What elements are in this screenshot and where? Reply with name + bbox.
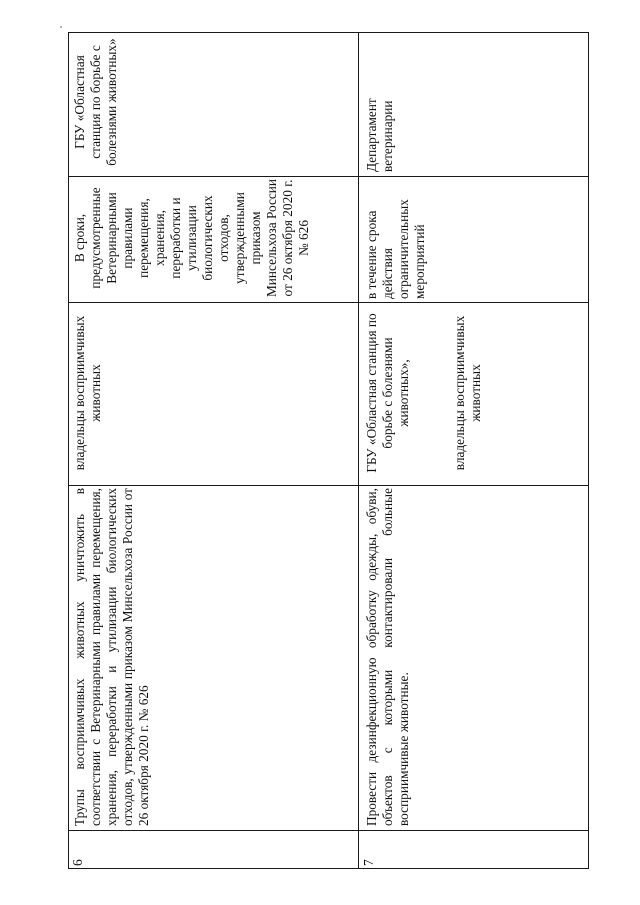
executors-cell (72, 304, 104, 482)
executors-text: владельцы восприимчивых животных (72, 315, 103, 471)
responsible-cell (72, 32, 120, 172)
table-divider-2 (68, 302, 588, 303)
responsible-text: ГБУ «Областная станция по борьбе с болезнями животных» (72, 38, 119, 166)
scan-speck (60, 26, 62, 28)
deadline-cell (364, 177, 428, 299)
row-number-text: 6 (70, 859, 85, 866)
table-border-left (68, 32, 69, 869)
executors-cell (364, 304, 484, 482)
measure-cell (72, 488, 152, 826)
executors-text-1: ГБУ «Областная станция по борьбе с болезнями животных», (364, 313, 411, 473)
responsible-cell (364, 32, 396, 172)
deadline-text: в течение срока действия ограничительных мероприятий (364, 199, 427, 299)
deadline-cell (72, 177, 312, 299)
table-divider-3 (68, 485, 588, 486)
table-border-right (588, 32, 589, 869)
executors-text-2: владельцы восприимчивых животных (452, 315, 483, 471)
measure-text: Трупы восприимчивых животных уничтожить в соответствии с Ветеринарными правилами перемещения, хранения, переработки и утилизации биологических отходов, утвержденными приказом Минсельхоза России от 26 октября 2020 г. № 626 (72, 488, 151, 826)
executors-gap (412, 304, 452, 482)
deadline-text: В сроки, предусмотренные Ветеринарными правилами перемещения, хранения, переработки и утилизации биологических отходов, утвержденными приказом Минсельхоза России от 26 октября 2020 г. № 626 (72, 178, 311, 298)
row-number (361, 832, 377, 866)
responsible-text: Департамент ветеринарии (364, 98, 395, 172)
row-number (70, 832, 86, 866)
row-divider (358, 32, 359, 869)
measure-text: Провести дезинфекционную обработку одежды, обуви, объектов с которыми контактировали больные восприимчивые животные. (364, 488, 411, 826)
row-number-text: 7 (361, 859, 376, 866)
table-divider-4 (68, 830, 588, 831)
table-border-top (68, 32, 588, 33)
table-border-bottom (68, 868, 588, 869)
measure-cell (364, 488, 412, 826)
